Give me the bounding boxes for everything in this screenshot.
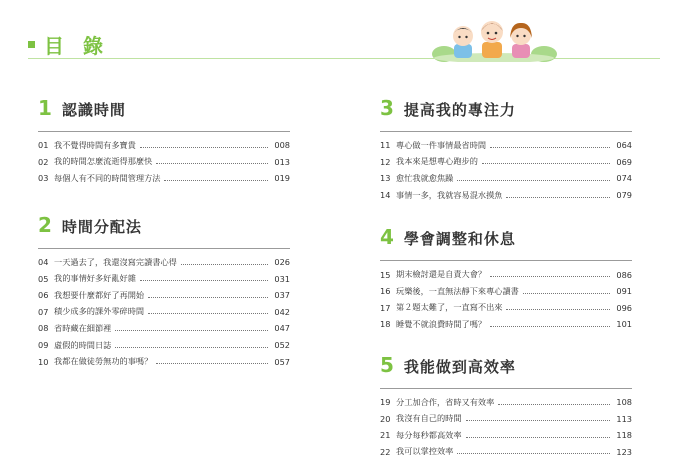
entry-title: 睡覺不就浪費時間了嗎？	[396, 318, 487, 329]
entry-number: 03	[38, 173, 49, 184]
entry-title: 我不覺得時間有多寶貴	[54, 139, 136, 150]
toc-entry[interactable]	[380, 266, 632, 283]
entry-title: 第２題太難了，一直寫不出來	[396, 302, 503, 313]
chapter-number: 4	[380, 225, 394, 250]
entry-page: 091	[616, 286, 632, 297]
entry-number: 05	[38, 273, 49, 284]
entry-page: 057	[274, 356, 290, 367]
toc-entry[interactable]	[380, 444, 632, 461]
toc-entry[interactable]	[380, 300, 632, 317]
entry-title: 虛假的時間日誌	[54, 339, 112, 350]
toc-entry[interactable]	[38, 353, 290, 370]
chapter-rule	[380, 388, 632, 389]
chapter-rule	[38, 248, 290, 249]
chapter-title: 提高我的專注力	[403, 101, 516, 119]
chapter-number: 5	[380, 352, 394, 377]
entry-number: 09	[38, 340, 49, 351]
entry-title: 我的事情好多好亂好雜	[54, 273, 136, 284]
entry-title: 我本來是想專心跑步的	[396, 156, 478, 167]
entry-page: 042	[274, 306, 290, 317]
entry-page: 026	[274, 257, 290, 268]
chapter-3	[380, 96, 632, 203]
toc-entry[interactable]	[38, 337, 290, 354]
entry-page: 118	[616, 430, 632, 441]
toc-entry[interactable]	[380, 394, 632, 411]
entry-number: 14	[380, 190, 391, 201]
chapter-number: 1	[38, 96, 52, 120]
toc-header	[28, 30, 109, 59]
entry-page: 101	[616, 319, 632, 330]
dot-leader	[457, 453, 610, 454]
entry-number: 07	[38, 306, 49, 317]
toc-entry[interactable]	[380, 410, 632, 427]
dot-leader	[482, 163, 610, 164]
entry-page: 079	[616, 190, 632, 201]
entry-page: 096	[616, 302, 632, 313]
entry-page: 069	[616, 156, 632, 167]
dot-leader	[115, 330, 268, 331]
dot-leader	[156, 163, 268, 164]
chapter-5	[380, 353, 632, 460]
toc-right-column	[380, 96, 632, 474]
entry-number: 11	[380, 140, 391, 151]
entry-number: 18	[380, 319, 391, 330]
header-divider	[28, 58, 660, 59]
entry-page: 031	[274, 273, 290, 284]
dot-leader	[140, 147, 268, 148]
dot-leader	[466, 420, 610, 421]
dot-leader	[466, 437, 610, 438]
chapter-title: 認識時間	[61, 101, 126, 119]
toc-entry[interactable]	[38, 320, 290, 337]
toc-entry[interactable]	[38, 137, 290, 154]
entry-title: 事情一多，我就容易混水摸魚	[396, 189, 503, 200]
children-illustration-icon	[432, 14, 557, 62]
toc-entry[interactable]	[38, 170, 290, 187]
entry-page: 047	[274, 323, 290, 334]
dot-leader	[148, 313, 268, 314]
chapter-rule	[380, 260, 632, 261]
entry-title: 省時藏在細節裡	[54, 322, 112, 333]
dot-leader	[148, 297, 268, 298]
entry-title: 積少成多的課外零碎時間	[54, 306, 145, 317]
toc-entry[interactable]	[38, 270, 290, 287]
dot-leader	[164, 180, 268, 181]
entry-number: 21	[380, 430, 391, 441]
dot-leader	[115, 347, 268, 348]
entry-page: 013	[274, 156, 290, 167]
entry-number: 08	[38, 323, 49, 334]
chapter-number: 2	[38, 212, 52, 237]
entry-title: 我可以掌控效率	[396, 446, 454, 457]
toc-entry[interactable]	[380, 154, 632, 171]
entry-page: 037	[274, 290, 290, 301]
entry-number: 01	[38, 140, 49, 151]
toc-entry[interactable]	[38, 287, 290, 304]
entry-page: 064	[616, 140, 632, 151]
entry-page: 052	[274, 340, 290, 351]
dot-leader	[523, 293, 610, 294]
toc-entry[interactable]	[380, 283, 632, 300]
dot-leader	[506, 309, 610, 310]
toc-entry[interactable]	[38, 154, 290, 171]
chapter-title: 我能做到高效率	[403, 357, 516, 376]
entry-page: 108	[616, 397, 632, 408]
entry-title: 分工加合作，省時又有效率	[396, 396, 495, 407]
toc-entry[interactable]	[380, 187, 632, 204]
toc-entry[interactable]	[380, 137, 632, 154]
chapter-4	[380, 225, 632, 332]
entry-title: 每個人有不同的時間管理方法	[54, 172, 161, 183]
entry-title: 每分每秒都高效率	[396, 429, 462, 440]
entry-number: 10	[38, 356, 49, 367]
entry-page: 086	[616, 269, 632, 280]
entry-page: 008	[274, 140, 290, 151]
dot-leader	[490, 147, 610, 148]
entry-title: 玩樂後，一直無法靜下來專心讀書	[396, 285, 519, 296]
entry-number: 22	[380, 446, 391, 457]
dot-leader	[156, 363, 268, 364]
entry-number: 12	[380, 156, 391, 167]
toc-entry[interactable]	[380, 170, 632, 187]
toc-entry[interactable]	[380, 427, 632, 444]
entry-page: 113	[616, 413, 632, 424]
entry-number: 15	[380, 269, 391, 280]
entry-number: 20	[380, 413, 391, 424]
page-title: 目 錄	[44, 34, 109, 58]
chapter-number: 3	[380, 96, 394, 120]
dot-leader	[457, 180, 610, 181]
chapter-rule	[380, 131, 632, 132]
entry-title: 愈忙我就愈焦躁	[396, 172, 454, 183]
dot-leader	[490, 326, 610, 327]
entry-page: 074	[616, 173, 632, 184]
entry-number: 13	[380, 173, 391, 184]
dot-leader	[490, 276, 610, 277]
header-square-icon	[28, 41, 35, 48]
entry-number: 04	[38, 257, 49, 268]
chapter-2	[38, 213, 290, 370]
entry-page: 123	[616, 446, 632, 457]
entry-title: 我沒有自己的時間	[396, 413, 462, 424]
chapter-rule	[38, 131, 290, 132]
dot-leader	[140, 280, 268, 281]
entry-number: 02	[38, 156, 49, 167]
chapter-1	[38, 96, 290, 187]
entry-number: 17	[380, 302, 391, 313]
chapter-title: 學會調整和休息	[403, 230, 516, 249]
entry-number: 19	[380, 397, 391, 408]
toc-entry[interactable]	[380, 316, 632, 333]
dot-leader	[506, 197, 610, 198]
toc-entry[interactable]	[38, 254, 290, 271]
entry-page: 019	[274, 173, 290, 184]
entry-title: 我想要什麼都好了再開始	[54, 289, 145, 300]
dot-leader	[498, 404, 610, 405]
entry-title: 一天過去了，我還沒寫完讀書心得	[54, 256, 177, 267]
entry-title: 期末檢討還是自責大會？	[396, 269, 487, 280]
toc-entry[interactable]	[38, 304, 290, 321]
entry-title: 專心做一件事情最省時間	[396, 139, 487, 150]
toc-left-column	[38, 96, 290, 384]
entry-title: 我的時間怎麼流逝得那麼快	[54, 156, 153, 167]
entry-number: 06	[38, 290, 49, 301]
chapter-title: 時間分配法	[61, 217, 142, 236]
entry-number: 16	[380, 286, 391, 297]
dot-leader	[181, 264, 268, 265]
entry-title: 我都在做徒勞無功的事嗎？	[54, 356, 153, 367]
